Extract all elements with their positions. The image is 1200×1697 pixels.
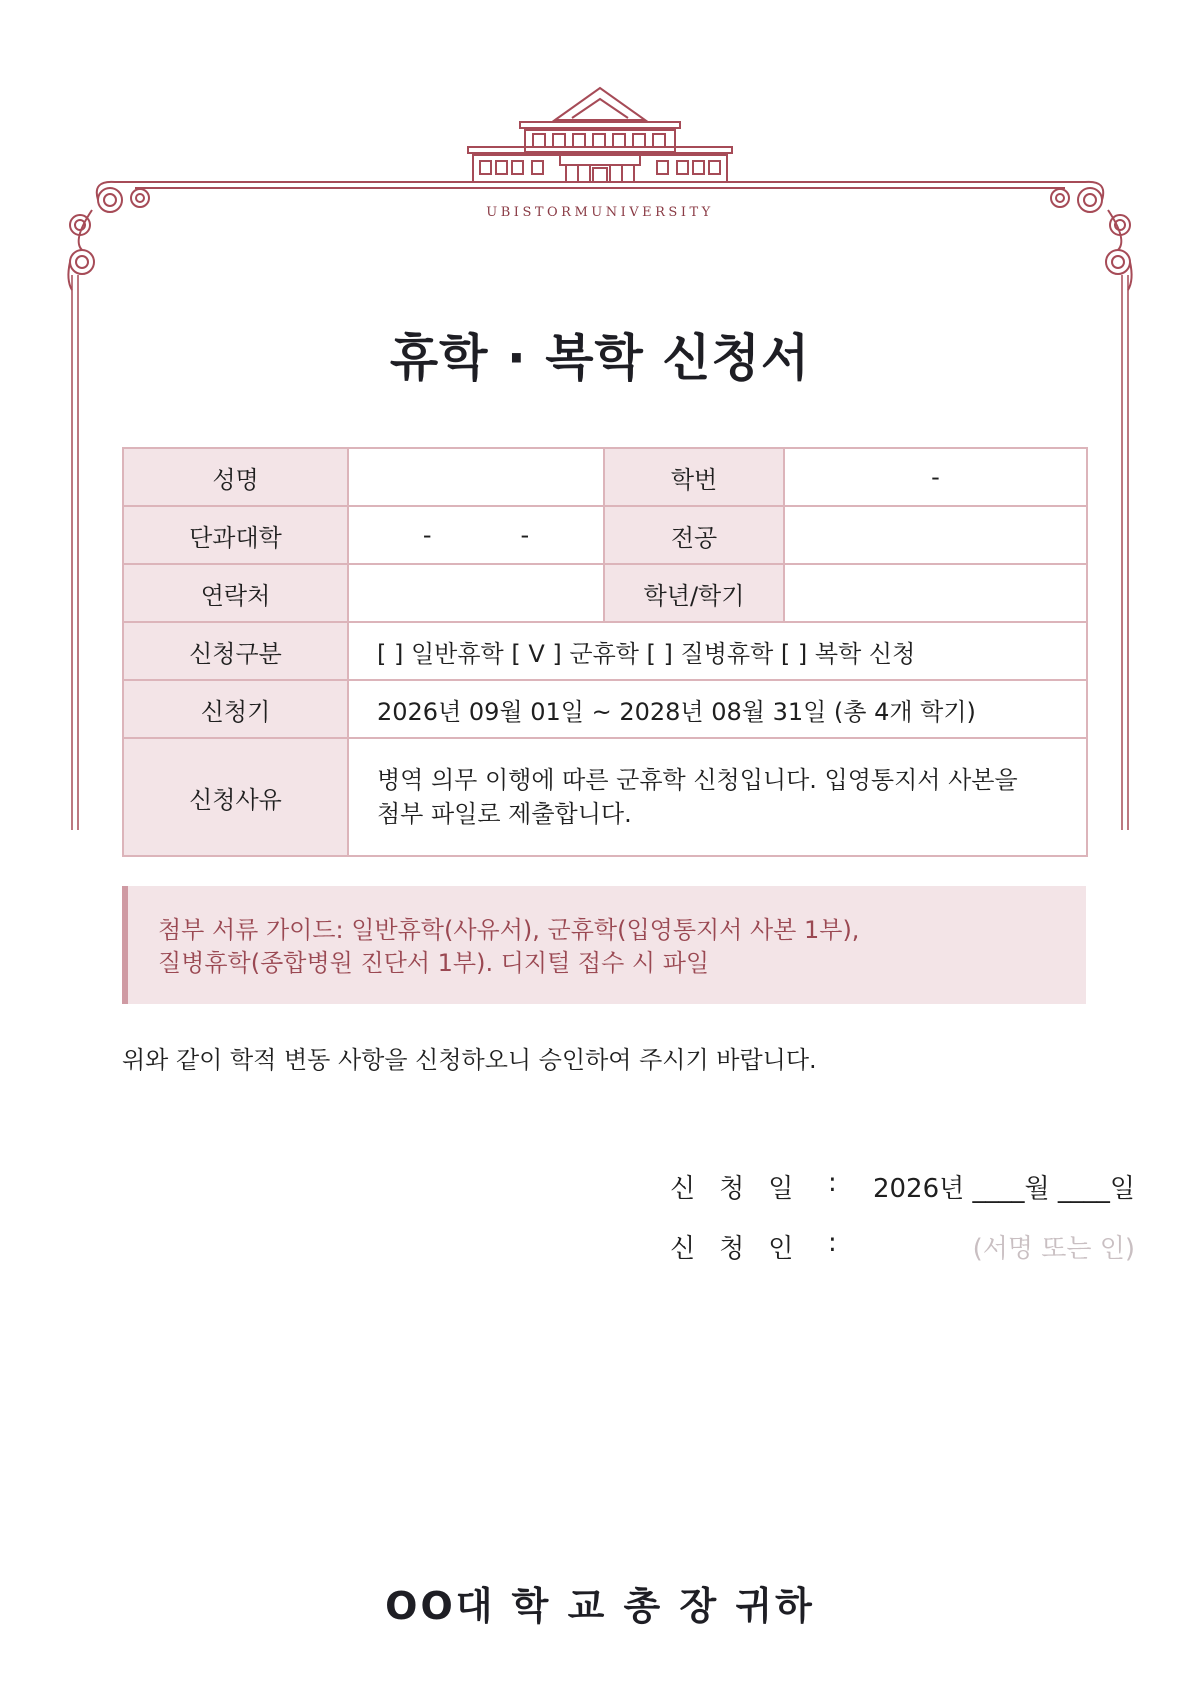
applicant-row [670, 1228, 1135, 1268]
major-field[interactable] [784, 506, 1087, 564]
reason-label: 신청사유 [123, 738, 348, 856]
colon: : [828, 1228, 837, 1258]
category-label: 신청구분 [123, 622, 348, 680]
guide-line: 질병휴학(종합병원 진단서 1부). 디지털 접수 시 파일 [158, 949, 710, 977]
university-name: UBISTORMUNIVERSITY [486, 205, 714, 220]
request-statement: 위와 같이 학적 변동 사항을 신청하오니 승인하여 주시기 바랍니다. [122, 1046, 817, 1074]
application-form-table [122, 447, 1088, 857]
signature-field[interactable]: (서명 또는 인) [972, 1234, 1135, 1264]
applicant-label: 신청인 [670, 1234, 818, 1264]
year-semester-field[interactable] [784, 564, 1087, 622]
table-row [123, 448, 1087, 506]
addressee: OO대 학 교 총 장 귀하 [385, 1584, 815, 1628]
student-id-label: 학번 [604, 448, 784, 506]
application-date-label: 신청일 [670, 1174, 818, 1204]
university-building-icon [468, 88, 732, 182]
college-label: 단과대학 [123, 506, 348, 564]
guide-line: 첨부 서류 가이드: 일반휴학(사유서), 군휴학(입영통지서 사본 1부), [158, 916, 860, 944]
name-label: 성명 [123, 448, 348, 506]
colon: : [828, 1168, 837, 1198]
college-field-part: - [422, 521, 432, 549]
contact-field[interactable] [348, 564, 604, 622]
application-date-row [670, 1168, 1135, 1208]
major-label: 전공 [604, 506, 784, 564]
reason-field[interactable] [348, 738, 1087, 856]
application-date-field[interactable]: 2026년 ____월 ____일 [872, 1174, 1135, 1204]
table-row [123, 622, 1087, 680]
table-row [123, 738, 1087, 856]
period-label: 신청기 [123, 680, 348, 738]
attachment-guide-box [122, 886, 1086, 1004]
table-row [123, 564, 1087, 622]
table-row [123, 680, 1087, 738]
scroll-ornament-icon [1051, 182, 1132, 290]
contact-label: 연락처 [123, 564, 348, 622]
student-id-field[interactable]: - [784, 448, 1087, 506]
name-field[interactable] [348, 448, 604, 506]
scroll-ornament-icon [68, 182, 149, 290]
year-semester-label: 학년/학기 [604, 564, 784, 622]
category-field[interactable]: [ ] 일반휴학 [ V ] 군휴학 [ ] 질병휴학 [ ] 복학 신청 [348, 622, 1087, 680]
college-field-part: - [520, 521, 530, 549]
period-field[interactable]: 2026년 09월 01일 ~ 2028년 08월 31일 (총 4개 학기) [348, 680, 1087, 738]
table-row [123, 506, 1087, 564]
reason-line: 병역 의무 이행에 따른 군휴학 신청입니다. 입영통지서 사본을 [377, 766, 1018, 794]
college-field[interactable] [348, 506, 604, 564]
reason-line: 첨부 파일로 제출합니다. [377, 800, 632, 828]
document-title: 휴학 · 복학 신청서 [389, 329, 811, 387]
